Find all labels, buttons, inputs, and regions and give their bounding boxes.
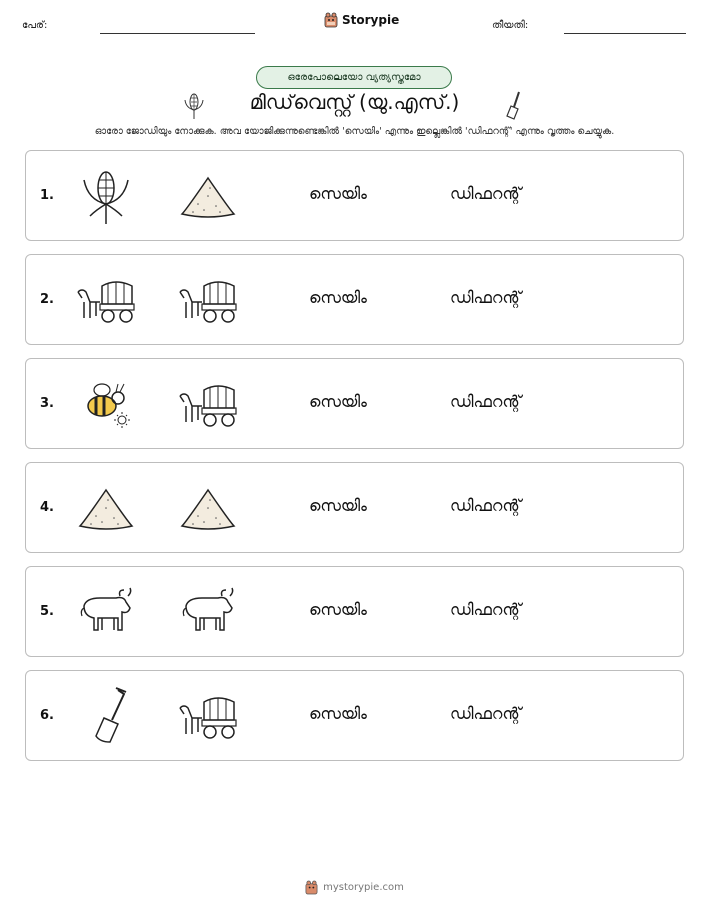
sand-pile-icon [76,478,136,542]
page-title: മിഡ്‌വെസ്റ്റ് (യു.എസ്.) [249,90,460,114]
question-number: 4. [40,500,54,515]
bee-icon [76,374,136,438]
question-row [25,670,684,761]
covered-wagon-icon [178,374,238,438]
same-option[interactable]: സെയിം [309,392,367,411]
covered-wagon-icon [76,270,136,334]
question-row [25,254,684,345]
bison-icon [76,582,136,646]
question-row [25,150,684,241]
date-line [564,33,686,34]
question-number: 2. [40,292,54,307]
shovel-title-icon [502,90,524,122]
same-option[interactable]: സെയിം [309,600,367,619]
worksheet-type-badge: ഒരേപോലെയോ വ്യത്യസ്തമോ [256,66,452,89]
question-number: 6. [40,708,54,723]
different-option[interactable]: ഡിഫറന്റ് [450,392,522,411]
brand-name: Storypie [342,13,400,27]
sand-pile-icon [178,166,238,230]
shovel-icon [76,686,136,750]
footer [0,880,709,895]
brand-logo [324,12,399,28]
question-number: 5. [40,604,54,619]
different-option[interactable]: ഡിഫറന്റ് [450,704,522,723]
covered-wagon-icon [178,686,238,750]
question-number: 3. [40,396,54,411]
different-option[interactable]: ഡിഫറന്റ് [450,600,522,619]
covered-wagon-icon [178,270,238,334]
different-option[interactable]: ഡിഫറന്റ് [450,288,522,307]
same-option[interactable]: സെയിം [309,704,367,723]
date-label: തീയതി: [492,20,529,31]
corn-icon [76,166,136,230]
storypie-logo-icon [324,12,338,28]
same-option[interactable]: സെയിം [309,288,367,307]
storypie-footer-icon [305,880,318,895]
same-option[interactable]: സെയിം [309,496,367,515]
question-number: 1. [40,188,54,203]
bison-icon [178,582,238,646]
footer-url: mystorypie.com [323,882,404,893]
question-row [25,566,684,657]
question-row [25,358,684,449]
question-row [25,462,684,553]
instructions: ഓരോ ജോഡിയും നോക്കുക. അവ യോജിക്കുന്നുണ്ടെങ്കിൽ 'സെയിം' എന്നും ഇല്ലെങ്കിൽ 'ഡിഫറന്റ്' എന്നും വൃത്തം ചെയ്യുക. [94,126,615,137]
different-option[interactable]: ഡിഫറന്റ് [450,496,522,515]
different-option[interactable]: ഡിഫറന്റ് [450,184,522,203]
name-line [100,33,255,34]
name-label: പേര്: [22,20,48,31]
same-option[interactable]: സെയിം [309,184,367,203]
sand-pile-icon [178,478,238,542]
